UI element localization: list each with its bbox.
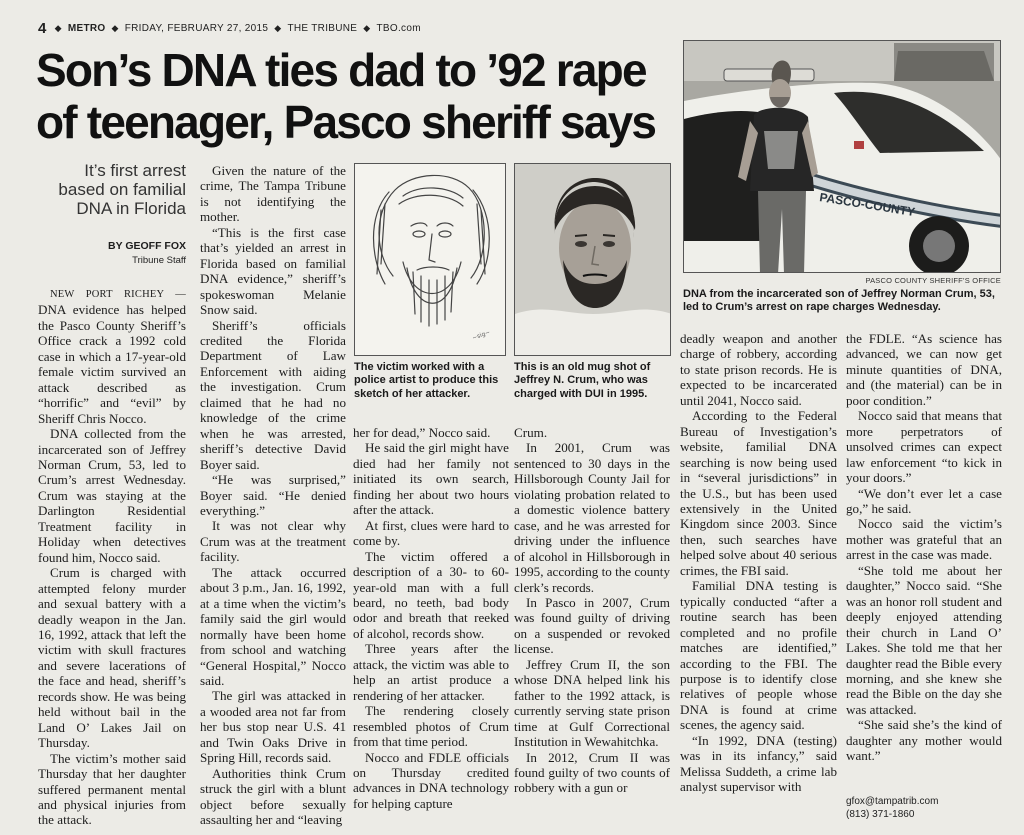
paragraph: “She said she’s the kind of daughter any mother would want.” xyxy=(846,717,1002,764)
section-name: METRO xyxy=(67,22,106,34)
paragraph: At first, clues were hard to come by. xyxy=(353,517,509,549)
paragraph: In Pasco in 2007, Crum was found guilty of driving on a suspended or revoked license. xyxy=(514,594,670,657)
paragraph: It was not clear why Crum was at the treatment facility. xyxy=(200,518,346,565)
byline-author: BY GEOFF FOX xyxy=(108,240,186,252)
subheadline xyxy=(40,161,186,218)
paragraph: According to the Federal Bureau of Investigation’s website, familial DNA searching is now being used in “several jurisdictions” in the U.S., but has been used extensively in the United Kingdom since 2003. Since then, such searches have helped solve about 40 serious crimes, the FBI said. xyxy=(680,408,837,578)
paragraph: The girl was attacked in a wooded area not far from her bus stop near U.S. 41 and Twin Oaks Drive in Spring Hill, records said. xyxy=(200,688,346,766)
paragraph: Three years after the attack, the victim was able to help an artist produce a rendering of her attacker. xyxy=(353,641,509,703)
byline xyxy=(40,240,186,266)
arrest-photo xyxy=(683,40,1001,273)
article-column-6 xyxy=(846,331,1002,764)
headline-line: of teenager, Pasco sheriff says xyxy=(36,96,656,148)
subheadline-line: based on familial xyxy=(58,180,186,199)
paragraph: DNA collected from the incarcerated son of Jeffrey Norman Crum, 53, led to Crum’s arrest Wednesday. Crum was staying at the Darlington Residential Treatment facility in Holiday when detectives found him, Nocco said. xyxy=(38,426,186,565)
paragraph: “He was surprised,” Boyer said. “He denied everything.” xyxy=(200,472,346,518)
car-door-text: PASCO-COUNTY xyxy=(818,190,916,220)
paragraph: Crum is charged with attempted felony murder and sexual battery with a deadly weapon in the Jan. 16, 1992, attack that left the victim with skull fractures and severe lacerations of the face and head, sheriff’s records show. He was being held without bail in the Land O’ Lakes Jail on Thursday. xyxy=(38,565,186,751)
diamond-icon: ◆ xyxy=(363,22,371,33)
paragraph: Nocco said that means that more perpetrators of unsolved crimes can expect law enforcement “to kick in your doors.” xyxy=(846,408,1002,486)
paragraph: Jeffrey Crum II, the son whose DNA helped link his father to the 1992 attack, is currently serving state prison time at Gulf Correctional Institution in Wewahitchka. xyxy=(514,656,670,750)
article-column-2 xyxy=(200,163,346,827)
reporter-email[interactable]: gfox@tampatrib.com xyxy=(846,796,939,807)
paragraph: In 2012, Crum II was found guilty of two counts of robbery with a gun or xyxy=(514,749,670,796)
paragraph: “In 1992, DNA (testing) was in its infancy,” said Melissa Suddeth, a crime lab analyst supervisor with xyxy=(680,732,837,795)
photo-credit: PASCO COUNTY SHERIFF’S OFFICE xyxy=(865,276,1001,285)
site-name: TBO.com xyxy=(376,22,421,34)
page-header xyxy=(38,20,421,36)
subheadline-line: DNA in Florida xyxy=(76,199,186,218)
headline-line: Son’s DNA ties dad to ’92 rape xyxy=(36,44,646,96)
paper-name: THE TRIBUNE xyxy=(287,22,358,34)
svg-text:~sig~: ~sig~ xyxy=(471,328,492,342)
paragraph: Familial DNA testing is typically conducted “after a routine search has been completed and no profile matches are identified,” according to the FBI. The purpose is to identify close relatives of people whose DNA is found at crime scenes, the agency said. xyxy=(680,578,837,733)
issue-date: FRIDAY, FEBRUARY 27, 2015 xyxy=(124,22,269,34)
paragraph: The victim’s mother said Thursday that her daughter suffered permanent mental and physical injuries from the attack. xyxy=(38,750,186,828)
paragraph: her for dead,” Nocco said. xyxy=(353,425,491,440)
paragraph: The victim offered a description of a 30- to 60-year-old man with a full beard, no teeth, bad body odor and breath that reeked of alcohol, records show. xyxy=(353,548,509,641)
paragraph: The attack occurred about 3 p.m., Jan. 16, 1992, at a time when the victim’s family said the girl would normally have been home from school and watching “General Hospital,” Nocco said. xyxy=(200,564,346,688)
paragraph: “We don’t ever let a case go,” he said. xyxy=(846,485,1002,516)
arrest-photo-caption: DNA from the incarcerated son of Jeffrey Norman Crum, 53, led to Crum’s arrest on rape charges Wednesday. xyxy=(683,288,995,314)
diamond-icon: ◆ xyxy=(54,22,62,33)
byline-title: Tribune Staff xyxy=(132,255,186,266)
article-column-3 xyxy=(353,425,509,811)
paragraph: Crum. xyxy=(514,425,548,440)
diamond-icon: ◆ xyxy=(111,22,119,33)
article-column-4 xyxy=(514,425,670,796)
paragraph: Nocco said the victim’s mother was grateful that an arrest in the case was made. xyxy=(846,516,1002,563)
page-number: 4 xyxy=(38,19,47,37)
sketch-photo xyxy=(354,163,506,356)
subheadline-line: It’s first arrest xyxy=(84,161,186,180)
diamond-icon: ◆ xyxy=(274,22,282,33)
headline xyxy=(36,44,676,148)
paragraph: Authorities think Crum struck the girl with a blunt object before sexually assaulting her and “leaving xyxy=(200,765,346,828)
paragraph: Given the nature of the crime, The Tampa Tribune is not identifying the mother. xyxy=(200,163,346,225)
paragraph: “This is the first case that’s yielded an arrest in Florida based on familial DNA evidence,” sheriff’s spokeswoman Melanie Snow said. xyxy=(200,224,346,318)
paragraph: “She told me about her daughter,” Nocco said. “She was an honor roll student and deeply enjoyed attending their church in Land O’ Lakes. She told me that her daughter read the Bible every morning, and she knew she read the Bible on the day she was attacked. xyxy=(846,562,1002,717)
mug-shot-image xyxy=(515,164,671,356)
mug-shot-photo xyxy=(514,163,671,356)
paragraph: DNA evidence has helped the Pasco County Sheriff’s Office crack a 1992 cold case in which a 17-year-old female victim survived an attack described as “horrific” and “evil” by Sheriff Chris Nocco. xyxy=(38,302,186,426)
paragraph: the FDLE. “As science has advanced, we can now get minute quantities of DNA, and (the material) can be in poor condition.” xyxy=(846,331,1002,408)
article-column-5 xyxy=(680,331,837,795)
sketch-caption: The victim worked with a police artist to produce this sketch of her attacker. xyxy=(354,361,499,400)
reporter-contact xyxy=(846,796,1002,821)
paragraph: Nocco and FDLE officials on Thursday credited advances in DNA technology for helping capture xyxy=(353,749,509,811)
reporter-phone: (813) 371-1860 xyxy=(846,808,915,820)
paragraph: deadly weapon and another charge of robbery, according to state prison records. He is expected to be incarcerated until 2041, Nocco said. xyxy=(680,331,837,408)
arrest-image xyxy=(684,41,1001,273)
mug-shot-caption: This is an old mug shot of Jeffrey N. Crum, who was charged with DUI in 1995. xyxy=(514,361,651,400)
article-column-1 xyxy=(38,285,186,828)
sketch-image xyxy=(355,164,506,356)
paragraph: In 2001, Crum was sentenced to 30 days in the Hillsborough County Jail for violating probation related to a domestic violence battery case, and he was arrested for driving under the influence of alcohol in Hillsborough in 1995, according to the county clerk’s records. xyxy=(514,440,670,595)
paragraph: He said the girl might have died had her family not initiated its own search, finding her about two hours after the attack. xyxy=(353,440,509,518)
dateline: NEW PORT RICHEY — xyxy=(50,289,186,300)
paragraph: Sheriff’s officials credited the Florida Department of Law Enforcement with aiding the investigation. Crum claimed that he had no knowledge of the crime when he was arrested, sheriff’s detective David Boyer said. xyxy=(200,317,346,472)
paragraph: The rendering closely resembled photos of Crum from that time period. xyxy=(353,703,509,750)
